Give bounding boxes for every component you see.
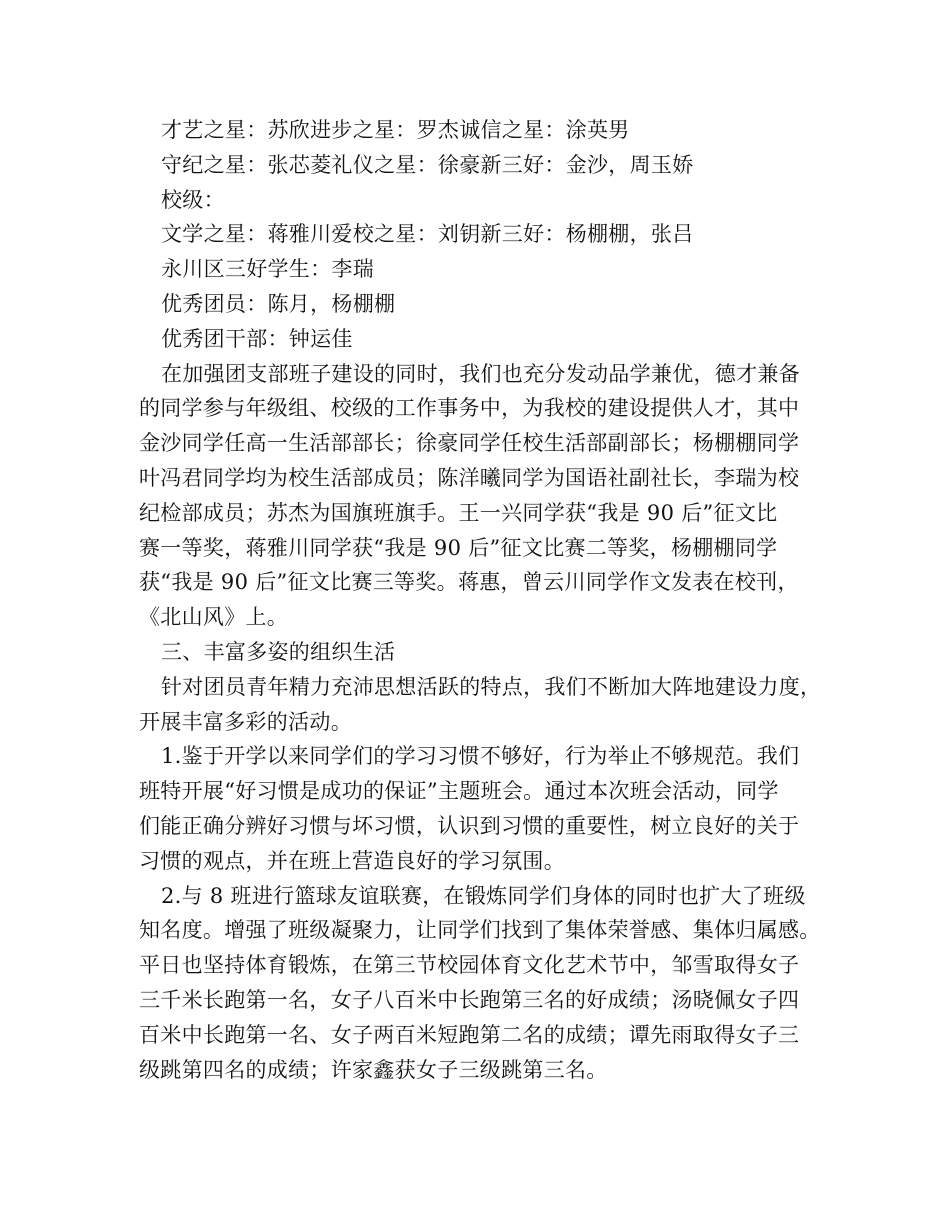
paragraph-line: 的同学参与年级组、校级的工作事务中，为我校的建设提供人才，其中 bbox=[139, 396, 800, 421]
paragraph-line: 《北山风》上。 bbox=[139, 605, 289, 630]
award-line-cadre: 优秀团干部：钟运佳 bbox=[161, 326, 353, 351]
award-line-members: 优秀团员：陈月，杨棚棚 bbox=[161, 291, 396, 316]
paragraph-line: 百米中长跑第一名、女子两百米短跑第二名的成绩；谭先雨取得女子三 bbox=[139, 1022, 800, 1047]
award-line-school-stars: 文学之星：蒋雅川爱校之星：刘钥新三好：杨棚棚，张吕 bbox=[161, 222, 694, 247]
award-list bbox=[139, 113, 829, 357]
paragraph-class-meeting bbox=[139, 739, 829, 878]
paragraph-basketball bbox=[139, 879, 829, 1088]
paragraph-line: 习惯的观点，并在班上营造良好的学习氛围。 bbox=[139, 848, 565, 873]
paragraph-line: 开展丰富多彩的活动。 bbox=[139, 709, 352, 734]
paragraph-line: 平日也坚持体育锻炼，在第三节校园体育文化艺术节中，邹雪取得女子 bbox=[139, 953, 800, 978]
paragraph-line: 们能正确分辨好习惯与坏习惯，认识到习惯的重要性，树立良好的关于 bbox=[139, 813, 800, 838]
paragraph-line: 赛一等奖，蒋雅川同学获“我是 90 后”征文比赛二等奖，杨棚棚同学 bbox=[139, 535, 778, 560]
section-heading: 三、丰富多姿的组织生活 bbox=[161, 639, 396, 664]
award-line-class-stars-1: 才艺之星：苏欣进步之星：罗杰诚信之星：涂英男 bbox=[161, 118, 630, 142]
paragraph-line: 知名度。增强了班级凝聚力，让同学们找到了集体荣誉感、集体归属感。 bbox=[139, 918, 821, 943]
paragraph-line: 针对团员青年精力充沛思想活跃的特点，我们不断加大阵地建设力度， bbox=[161, 674, 822, 699]
paragraph-activities-intro bbox=[139, 670, 829, 740]
paragraph-line: 获“我是 90 后”征文比赛三等奖。蒋惠，曾云川同学作文发表在校刊， bbox=[139, 570, 799, 595]
paragraph-line: 叶冯君同学均为校生活部成员；陈洋曦同学为国语社副社长，李瑞为校 bbox=[139, 465, 800, 490]
paragraph-line: 级跳第四名的成绩；许家鑫获女子三级跳第三名。 bbox=[139, 1057, 608, 1082]
paragraph-line: 金沙同学任高一生活部部长；徐豪同学任校生活部副部长；杨棚棚同学 bbox=[139, 431, 800, 456]
paragraph-team-building bbox=[139, 357, 829, 635]
document-body bbox=[139, 113, 829, 1087]
paragraph-line: 2.与 8 班进行篮球友谊联赛，在锻炼同学们身体的同时也扩大了班级 bbox=[161, 883, 806, 908]
paragraph-line: 三千米长跑第一名，女子八百米中长跑第三名的好成绩；汤晓佩女子四 bbox=[139, 987, 800, 1012]
award-line-district: 永川区三好学生：李瑞 bbox=[161, 257, 374, 282]
award-line-class-stars-2: 守纪之星：张芯菱礼仪之星：徐豪新三好：金沙，周玉娇 bbox=[161, 152, 694, 177]
paragraph-line: 1.鉴于开学以来同学们的学习习惯不够好，行为举止不够规范。我们 bbox=[161, 744, 800, 769]
paragraph-line: 纪检部成员；苏杰为国旗班旗手。王一兴同学获“我是 90 后”征文比 bbox=[139, 500, 778, 525]
paragraph-line: 班特开展“好习惯是成功的保证”主题班会。通过本次班会活动，同学 bbox=[139, 779, 779, 804]
paragraph-line: 在加强团支部班子建设的同时，我们也充分发动品学兼优，德才兼备 bbox=[161, 361, 800, 386]
school-level-label: 校级： bbox=[161, 187, 225, 212]
